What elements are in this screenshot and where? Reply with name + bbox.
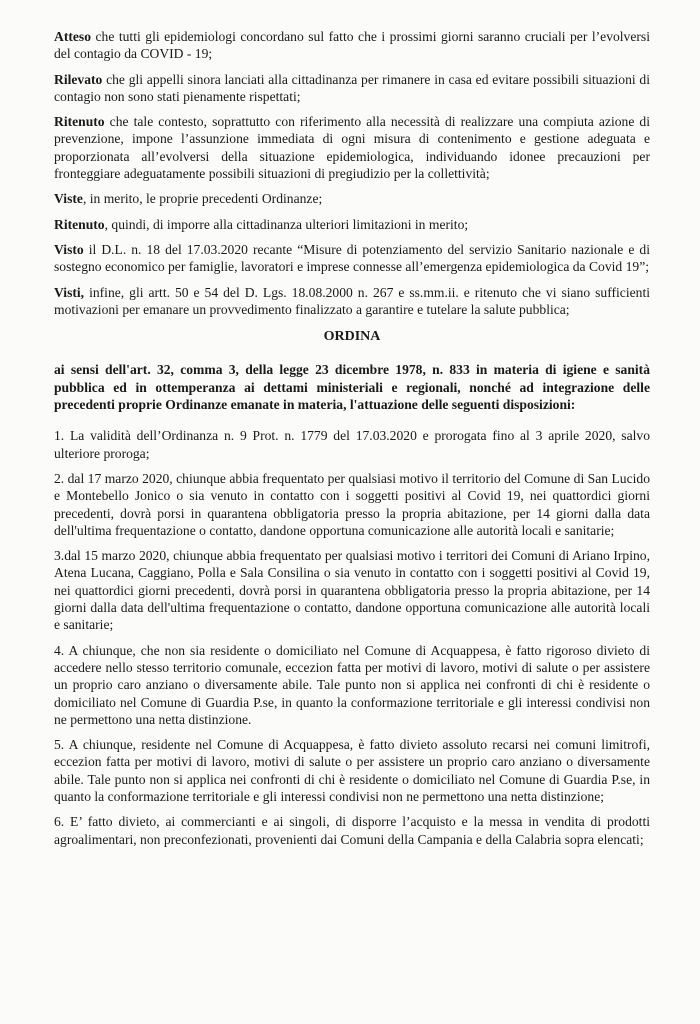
premise-ritenuto-quindi	[54, 216, 650, 233]
premise-text: il D.L. n. 18 del 17.03.2020 recante “Misure di potenziamento del servizio Sanitario nazionale e di sostegno economico per famiglie, lavoratori e imprese connesse all’emergenza epidemiologica da Covid 19”;	[54, 241, 650, 275]
ordinance-item: 2. dal 17 marzo 2020, chiunque abbia frequentato per qualsiasi motivo il territorio del Comune di San Lucido e Montebello Jonico o sia venuto in contatto con i soggetti positivi al Covid 19, nei quattordici giorni precedenti, dovrà porsi in quarantena obbligatoria presso la propria abitazione, per 14 giorni dalla data dell'ultima frequentazione o contatto, dandone opportuna comunicazione alle autorità locali e sanitarie;	[54, 470, 650, 538]
premise-lead: Viste	[54, 191, 83, 207]
premise-lead: Visto	[54, 241, 84, 257]
premise-text: , in merito, le proprie precedenti Ordinanze;	[82, 191, 323, 207]
premise-lead: Rilevato	[54, 71, 103, 87]
premise-lead: Ritenuto	[54, 216, 105, 232]
premise-visto	[54, 241, 650, 276]
ordina-intro: ai sensi dell'art. 32, comma 3, della legge 23 dicembre 1978, n. 833 in materia di igiene e sanità pubblica ed in ottemperanza ai dettami ministeriali e regionali, nonché ad integrazione delle precedenti proprie Ordinanze emanate in materia, l'attuazione delle seguenti disposizioni:	[54, 362, 650, 413]
premise-lead: Atteso	[54, 29, 91, 44]
ordina-heading: ORDINA	[323, 329, 381, 345]
premise-lead: Visti,	[54, 284, 85, 300]
premise-atteso	[54, 28, 650, 63]
premise-ritenuto	[54, 113, 650, 182]
ordinance-item: 4. A chiunque, che non sia residente o domiciliato nel Comune di Acquappesa, è fatto rigoroso divieto di accedere nello stesso territorio comunale, eccezion fatta per motivi di lavoro, motivi di salute o per assistere un proprio caro anziano o diversamente abile. Tale punto non si applica nei confronti di chi è residente o domiciliato nel Comune di Guardia P.se, in quanto la conformazione territoriale e gli interessi condivisi non ne permettono una netta distinzione.	[54, 642, 650, 727]
premise-visti	[54, 284, 650, 319]
premise-lead: Ritenuto	[54, 114, 105, 130]
ordinance-item: 5. A chiunque, residente nel Comune di Acquappesa, è fatto divieto assoluto recarsi nei comuni limitrofi, eccezion fatta per motivi di lavoro, motivi di salute o per assistere un proprio caro anziano o diversamente abile. Tale punto non si applica nei confronti di chi è residente o domiciliato nel Comune di Guardia P.se, in quanto la conformazione territoriale e gli interessi condivisi non ne permettono una netta distinzione;	[54, 737, 650, 804]
ordinance-item: 6. E’ fatto divieto, ai commercianti e ai singoli, di disporre l’acquisto e la messa in vendita di prodotti agroalimentari, non preconfezionati, provenienti dai Comuni della Campania e della Calabria sopra elencati;	[54, 814, 650, 847]
premise-text: che tutti gli epidemiologi concordano sul fatto che i prossimi giorni saranno cruciali per l’evolversi del contagio da COVID - 19;	[54, 29, 650, 62]
premise-text: che gli appelli sinora lanciati alla cittadinanza per rimanere in casa ed evitare possibili situazioni di contagio non sono stati pienamente rispettati;	[54, 71, 650, 104]
premise-viste	[54, 190, 650, 207]
premise-text: infine, gli artt. 50 e 54 del D. Lgs. 18.08.2000 n. 267 e ss.mm.ii. e ritenuto che vi siano sufficienti motivazioni per emanare un provvedimento finalizzato a garantire e tutelare la salute pubblica;	[54, 284, 650, 317]
premise-rilevato	[54, 71, 650, 106]
ordinance-item: 3.dal 15 marzo 2020, chiunque abbia frequentato per qualsiasi motivo i territori dei Comuni di Ariano Irpino, Atena Lucana, Caggiano, Polla e Sala Consilina o sia venuto in contatto con i soggetti positivi al Covid 19, nei quattordici giorni precedenti, dovrà porsi in quarantena obbligatoria presso la propria abitazione, per 14 giorni dalla data dell'ultima frequentazione o contatto, dandone opportuna comunicazione alle autorità locali e sanitarie;	[54, 548, 650, 633]
premise-text: , quindi, di imporre alla cittadinanza ulteriori limitazioni in merito;	[104, 216, 469, 232]
premise-text: che tale contesto, soprattutto con riferimento alla necessità di realizzare una compiuta azione di prevenzione, impone l’assunzione immediata di ogni misura di contenimento e gestione adeguata e proporzionata all’evolversi della situazione epidemiologica, individuando idonee precauzioni per fronteggiare adeguatamente possibili situazioni di pregiudizio per la collettività;	[54, 114, 650, 182]
ordinance-item: 1. La validità dell’Ordinanza n. 9 Prot. n. 1779 del 17.03.2020 e prorogata fino al 3 aprile 2020, salvo ulteriore proroga;	[54, 428, 650, 461]
